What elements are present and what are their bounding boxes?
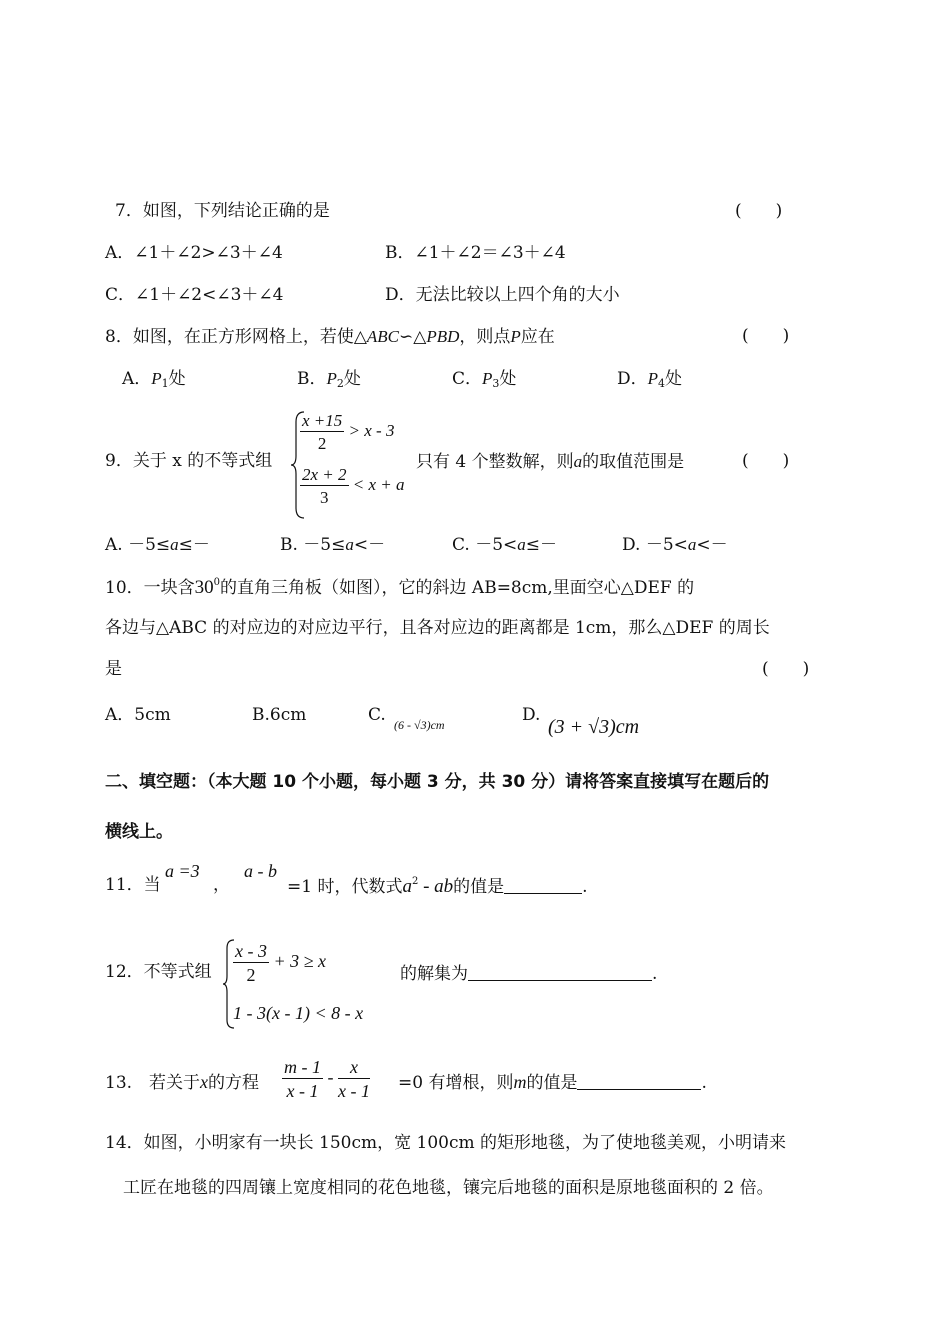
q11-pre: 11．当 [105, 875, 161, 895]
q10-line3: 是 [105, 659, 122, 679]
q8-sim: ∽△ [399, 327, 427, 347]
q8-option-b: B．$P_2$处 [297, 369, 361, 390]
q9-stem-pre: 9．关于 x 的不等式组 [105, 451, 273, 471]
q7-option-d: D．无法比较以上四个角的大小 [385, 285, 620, 305]
q13-pre: 13. 若关于x的方程 [105, 1072, 260, 1093]
q10-option-a: A．5cm [105, 705, 171, 725]
q12-answer-blank[interactable] [468, 964, 652, 981]
q9-option-c: C. －5<a≤－ [452, 535, 558, 555]
q8-stem-mid: ，则点 [459, 327, 511, 347]
q11-comma: ， [213, 875, 230, 895]
q8-stem-post: 应在 [520, 327, 555, 347]
q10-option-b: B.6cm [252, 705, 307, 725]
q13-equation: $\frac{m - 1}{x - 1}$ - $\frac{x}{x - 1}$ [284, 1057, 370, 1101]
q14-line2: 工匠在地毯的四周镶上宽度相同的花色地毯，镶完后地毯的面积是原地毯面积的 2 倍。 [123, 1178, 774, 1198]
section-2-heading-cont: 横线上。 [105, 822, 173, 842]
q8-option-a: A．$P_1$处 [122, 369, 186, 390]
q9-stem-post: 只有 4 个整数解，则a的取值范围是 [416, 452, 685, 472]
q11-eq-text: =1 时，代数式$a^2$ - ab的值是 . [287, 876, 588, 897]
q9-option-d: D. －5<a<－ [622, 535, 728, 555]
q8-answer-paren: ( ) [742, 326, 790, 346]
q13-answer-blank[interactable] [577, 1073, 701, 1090]
q10-answer-paren: ( ) [762, 659, 810, 679]
q9-var-a: a [573, 452, 583, 471]
q7-option-b: B．∠1＋∠2＝∠3＋∠4 [385, 243, 566, 263]
q8-pbd: PBD [426, 327, 460, 346]
q12-post: 的解集为 . [400, 964, 658, 984]
q8-stem-pre: 8．如图，在正方形网格上，若使△ [105, 327, 367, 347]
q9-ineq2: $\frac{2x + 2}{3}$ < x + a [302, 465, 405, 507]
q8-abc: ABC [366, 327, 399, 346]
q10-line1: 10．一块含$30^0$的直角三角板（如图），它的斜边 AB=8cm,里面空心△DEF 的 [105, 577, 695, 598]
q8-option-d: D．$P_4$处 [617, 369, 683, 390]
q12-ineq1: $\frac{x - 3}{2}$ + 3 ≥ x [235, 941, 326, 985]
q7-stem: 7．如图，下列结论正确的是 [115, 201, 330, 221]
q7-option-c: C．∠1＋∠2<∠3＋∠4 [105, 285, 284, 305]
q10-option-d: D. [522, 705, 541, 725]
q10-option-d-value: (3 + √3)cm [548, 716, 640, 738]
q10-option-c-value: (6 - √3)cm [394, 718, 445, 732]
q7-answer-paren: ( ) [735, 201, 783, 221]
q12-ineq2: 1 - 3(x - 1) < 8 - x [233, 1003, 364, 1023]
q8-option-c: C．$P_3$处 [452, 369, 517, 390]
q9-ineq1: $\frac{x +15}{2}$ > x - 3 [302, 411, 395, 453]
q7-option-a: A．∠1＋∠2>∠3＋∠4 [105, 243, 283, 263]
q13-post: =0 有增根，则m的值是 . [398, 1072, 707, 1093]
q10-option-c: C. [368, 705, 386, 725]
q8-stem [105, 328, 555, 346]
q12-pre: 12．不等式组 [105, 962, 212, 982]
section-2-heading: 二、填空题：（本大题 10 个小题，每小题 3 分，共 30 分）请将答案直接填写在题后的 [105, 772, 770, 792]
q11-a-minus-b: a - b [244, 861, 277, 881]
q11-answer-blank[interactable] [504, 877, 582, 894]
q8-p: P [510, 327, 521, 346]
q9-option-b: B. －5≤a<－ [280, 535, 386, 555]
q14-line1: 14．如图，小明家有一块长 150cm，宽 100cm 的矩形地毯，为了使地毯美观，小明请来 [105, 1133, 787, 1153]
q9-option-a: A. －5≤a≤－ [105, 535, 210, 555]
q11-a-eq: a =3 [165, 861, 200, 881]
q10-line2: 各边与△ABC 的对应边的对应边平行，且各对应边的距离都是 1cm，那么△DEF 的周长 [105, 618, 770, 638]
q9-answer-paren: ( ) [742, 451, 790, 471]
